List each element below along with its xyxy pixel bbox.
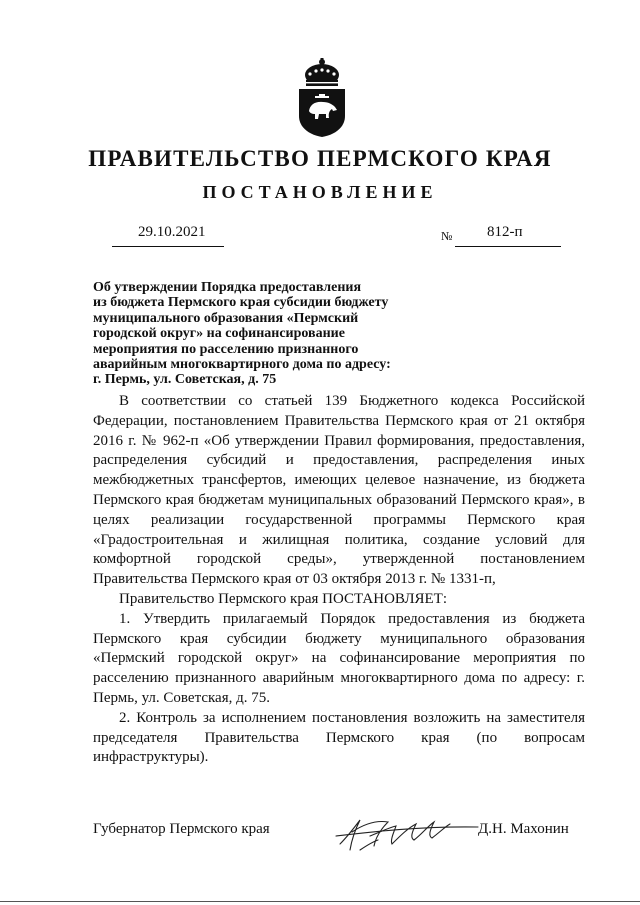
document-number: 812-п (487, 224, 523, 240)
item-2-paragraph: 2. Контроль за исполнением постановления возложить на заместителя председателя Правительства Пермского края (по вопросам инфраструктуры). (93, 709, 585, 766)
resolves-paragraph: Правительство Пермского края ПОСТАНОВЛЯЕТ: (119, 590, 448, 607)
handwritten-signature (330, 806, 480, 856)
document-subject (93, 280, 433, 388)
number-field (455, 224, 561, 247)
document-body (93, 392, 585, 768)
perm-krai-coat-of-arms-icon (296, 58, 348, 138)
number-sign: № (441, 229, 453, 243)
subject-line: муниципального образования «Пермский (93, 310, 359, 326)
date-field (112, 224, 224, 247)
subject-line: городской округ» на софинансирование (93, 326, 345, 342)
item-1-paragraph: 1. Утвердить прилагаемый Порядок предоставления из бюджета Пермского края субсидии бюджету муниципального образования «Пермский городской округ» на софинансирование мероприятия по расселению признанного аварийным многоквартирного дома по адресу: г. Пермь, ул. Советская, д. 75. (93, 610, 585, 706)
subject-line: мероприятия по расселению признанного (93, 341, 359, 357)
subject-line: из бюджета Пермского края субсидии бюджету (93, 295, 389, 311)
page-bottom-border (0, 901, 640, 902)
subject-line: аварийным многоквартирного дома по адресу: (93, 357, 391, 373)
subject-line: Об утверждении Порядка предоставления (93, 280, 362, 295)
subject-line: г. Пермь, ул. Советская, д. 75 (93, 372, 277, 388)
preamble-paragraph: В соответствии со статьей 139 Бюджетного кодекса Российской Федерации, постановлением Правительства Пермского края от 21 октября 2016 г. № 962-п «Об утверждении Правил формирования, предоставления, распределения субсидий и предоставления, распределения иных межбюджетных трансфертов, имеющих целевое назначение, из бюджета Пермского края бюджетам муниципальных образований Пермского края», в целях реализации государственной программы Пермского края «Градостроительная и жилищная политика, создание условий для комфортной городской среды», утвержденной постановлением Правительства Пермского края от 03 октября 2013 г. № 1331-п, (93, 393, 585, 588)
document-date: 29.10.2021 (138, 224, 206, 240)
government-title: ПРАВИТЕЛЬСТВО ПЕРМСКОГО КРАЯ (88, 146, 552, 171)
signatory-name: Д.Н. Махонин (478, 821, 569, 837)
document-type-heading: ПОСТАНОВЛЕНИЕ (202, 182, 438, 202)
signatory-position: Губернатор Пермского края (93, 821, 270, 837)
